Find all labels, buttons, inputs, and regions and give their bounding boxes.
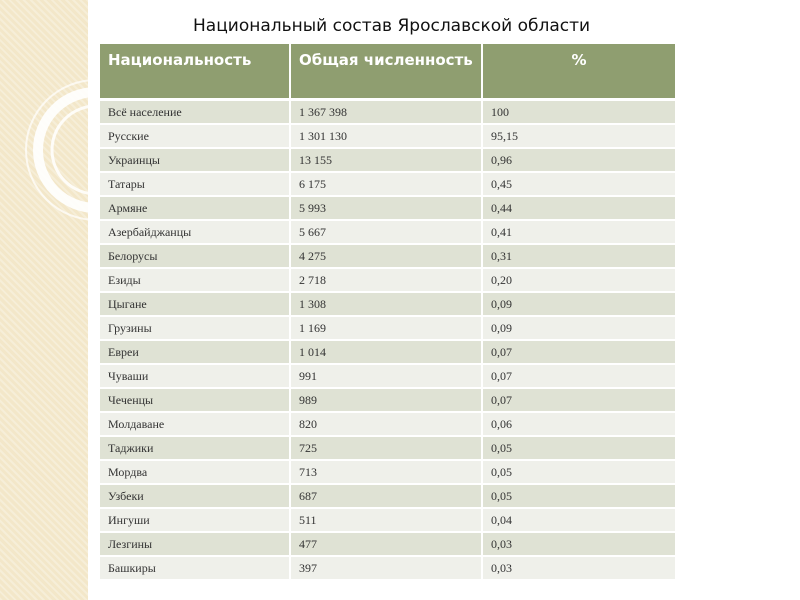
- cell-count: 1 169: [290, 316, 482, 340]
- cell-percent: 0,07: [482, 364, 675, 388]
- cell-nationality: Мордва: [100, 460, 290, 484]
- table-row: [100, 484, 675, 508]
- cell-count: 397: [290, 556, 482, 580]
- cell-percent: 0,05: [482, 460, 675, 484]
- cell-count: 989: [290, 388, 482, 412]
- cell-count: 5 667: [290, 220, 482, 244]
- cell-count: 820: [290, 412, 482, 436]
- cell-count: 1 301 130: [290, 124, 482, 148]
- table-header: [100, 44, 675, 100]
- cell-nationality: Таджики: [100, 436, 290, 460]
- header-percent: %: [482, 44, 675, 100]
- cell-count: 6 175: [290, 172, 482, 196]
- cell-percent: 0,31: [482, 244, 675, 268]
- table-row: [100, 316, 675, 340]
- cell-percent: 0,44: [482, 196, 675, 220]
- table-row: [100, 556, 675, 580]
- cell-percent: 0,41: [482, 220, 675, 244]
- cell-percent: 0,03: [482, 532, 675, 556]
- cell-nationality: Езиды: [100, 268, 290, 292]
- cell-nationality: Евреи: [100, 340, 290, 364]
- cell-nationality: Украинцы: [100, 148, 290, 172]
- table-row: [100, 268, 675, 292]
- table-row: [100, 244, 675, 268]
- cell-count: 713: [290, 460, 482, 484]
- cell-percent: 0,03: [482, 556, 675, 580]
- cell-nationality: Молдаване: [100, 412, 290, 436]
- cell-percent: 0,06: [482, 412, 675, 436]
- slide-title: Национальный состав Ярославской области: [193, 16, 591, 36]
- table-row: [100, 148, 675, 172]
- cell-percent: 0,45: [482, 172, 675, 196]
- cell-nationality: Лезгины: [100, 532, 290, 556]
- nationality-table: [100, 44, 675, 581]
- cell-count: 2 718: [290, 268, 482, 292]
- cell-nationality: Белорусы: [100, 244, 290, 268]
- header-total-count: Общая численность: [290, 44, 482, 100]
- cell-count: 1 014: [290, 340, 482, 364]
- cell-count: 1 308: [290, 292, 482, 316]
- cell-percent: 0,05: [482, 484, 675, 508]
- cell-percent: 0,07: [482, 388, 675, 412]
- cell-nationality: Грузины: [100, 316, 290, 340]
- table-body: [100, 100, 675, 581]
- cell-percent: 100: [482, 100, 675, 125]
- table-row: [100, 508, 675, 532]
- cell-nationality: Чеченцы: [100, 388, 290, 412]
- table-row: [100, 196, 675, 220]
- table-row: [100, 220, 675, 244]
- cell-count: 4 275: [290, 244, 482, 268]
- cell-nationality: Цыгане: [100, 292, 290, 316]
- header-nationality: Национальность: [100, 44, 290, 100]
- table-row: [100, 124, 675, 148]
- table-row: [100, 412, 675, 436]
- cell-count: 687: [290, 484, 482, 508]
- header-row: [100, 44, 675, 100]
- cell-percent: 95,15: [482, 124, 675, 148]
- cell-percent: 0,96: [482, 148, 675, 172]
- cell-nationality: Татары: [100, 172, 290, 196]
- cell-count: 1 367 398: [290, 100, 482, 125]
- cell-count: 5 993: [290, 196, 482, 220]
- cell-count: 477: [290, 532, 482, 556]
- cell-nationality: Русские: [100, 124, 290, 148]
- cell-count: 511: [290, 508, 482, 532]
- table-row: [100, 388, 675, 412]
- table-row: [100, 172, 675, 196]
- cell-nationality: Азербайджанцы: [100, 220, 290, 244]
- table-row: [100, 436, 675, 460]
- cell-percent: 0,04: [482, 508, 675, 532]
- table-row: [100, 532, 675, 556]
- cell-nationality: Армяне: [100, 196, 290, 220]
- cell-nationality: Башкиры: [100, 556, 290, 580]
- table-row: [100, 292, 675, 316]
- table-row: [100, 340, 675, 364]
- cell-nationality: Узбеки: [100, 484, 290, 508]
- cell-percent: 0,05: [482, 436, 675, 460]
- cell-percent: 0,09: [482, 292, 675, 316]
- table-row: [100, 100, 675, 125]
- cell-percent: 0,07: [482, 340, 675, 364]
- cell-count: 725: [290, 436, 482, 460]
- cell-nationality: Всё население: [100, 100, 290, 125]
- cell-percent: 0,20: [482, 268, 675, 292]
- table-row: [100, 364, 675, 388]
- table-row: [100, 460, 675, 484]
- cell-percent: 0,09: [482, 316, 675, 340]
- cell-count: 13 155: [290, 148, 482, 172]
- cell-nationality: Чуваши: [100, 364, 290, 388]
- cell-nationality: Ингуши: [100, 508, 290, 532]
- cell-count: 991: [290, 364, 482, 388]
